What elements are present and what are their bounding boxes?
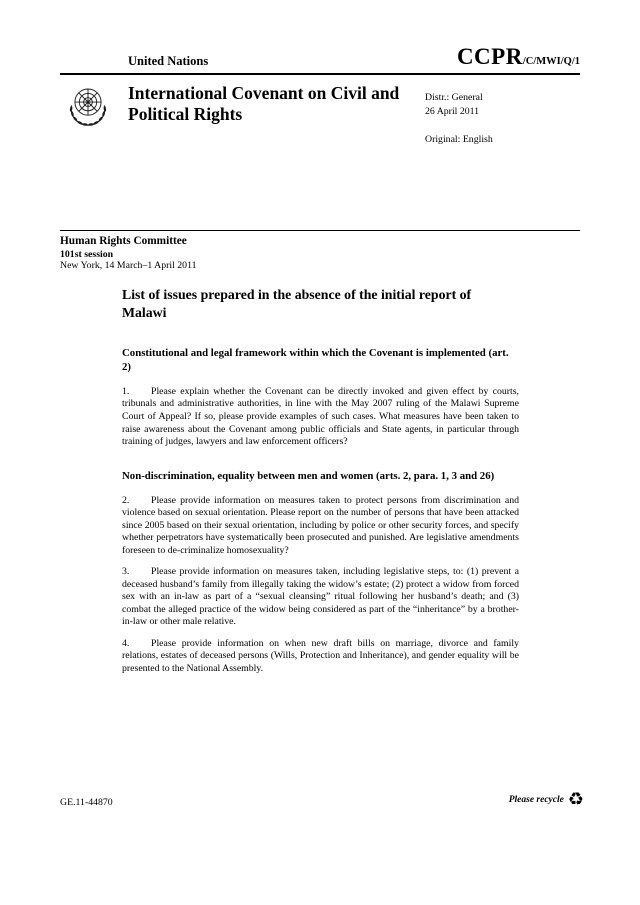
document-symbol-main: CCPR [456, 44, 523, 69]
header-rule [60, 73, 580, 75]
distribution-block [425, 91, 493, 148]
footer-reference: GE.11-44870 [60, 797, 113, 808]
committee-venue: New York, 14 March–1 April 2011 [60, 260, 197, 271]
distr-line: Distr.: General [425, 92, 483, 103]
paragraph-2-number: 2. [122, 494, 130, 506]
section-heading-2: Non-discrimination, equality between men and women (arts. 2, para. 1, 3 and 26) [122, 469, 495, 482]
document-symbol [457, 44, 580, 70]
paragraph-4-number: 4. [122, 637, 130, 649]
org-name: United Nations [128, 54, 209, 68]
paragraph-2 [122, 495, 519, 558]
document-body [122, 286, 519, 685]
section-heading-1: Constitutional and legal framework within which the Covenant is implemented (art. 2) [122, 346, 509, 373]
paragraph-1-number: 1. [122, 385, 130, 397]
covenant-title: International Covenant on Civil and Political Rights [128, 83, 400, 125]
footer-recycle [509, 791, 584, 809]
section-rule [60, 230, 580, 231]
paragraph-3 [122, 566, 519, 629]
paragraph-4 [122, 638, 519, 676]
un-globe-graphic [61, 80, 115, 136]
recycle-label: Please recycle [508, 795, 564, 805]
distr-date: 26 April 2011 [425, 106, 480, 118]
document-symbol-suffix: /C/MWI/Q/1 [522, 56, 580, 67]
committee-session: 101st session [60, 249, 114, 260]
paragraph-3-number: 3. [122, 566, 130, 578]
paragraph-4-text: Please provide information on when new draft bills on marriage, divorce and family relations, estates of deceased persons (Wills, Protection and Inheritance), and gender equality will be presented to the National Assembly. [122, 637, 519, 674]
paragraph-3-text: Please provide information on measures taken, including legislative steps, to: (1) prevent a deceased husband’s family from illegally taking the widow’s estate; (2) protect a widow from forced sex with an in-law as part of a “sexual cleansing” ritual following her husband’s death; and (3) combat the alleged practice of the widow being considered as part of the “inheritance” by a brother-in-law or other male relative. [122, 566, 519, 628]
original-language: Original: English [425, 134, 493, 146]
paragraph-1-text: Please explain whether the Covenant can be directly invoked and given effect by courts, tribunals and administrative authorities, in line with the May 2007 ruling of the Malawi Supreme Court of Appeal? If so, please provide examples of such cases. What measures have been taken to raise awareness about the Covenant among public officials and State agents, in particular through training of judges, lawyers and law enforcement officers? [122, 385, 519, 448]
recycle-icon: ♻ [567, 789, 584, 810]
committee-name: Human Rights Committee [60, 235, 187, 247]
document-title: List of issues prepared in the absence of the initial report of Malawi [122, 287, 472, 320]
paragraph-2-text: Please provide information on measures taken to protect persons from discrimination and violence based on sexual orientation. Please report on the number of persons that have been attacked since 2005 based on their sexual orientation, including by police or other security forces, and specify whether perpetrators have systematically been prosecuted and punished. Are legislative amendments foreseen to de-criminalize homosexuality? [122, 494, 519, 556]
united-nations-emblem-icon [61, 80, 115, 136]
paragraph-1 [122, 386, 519, 449]
committee-block [60, 235, 197, 271]
